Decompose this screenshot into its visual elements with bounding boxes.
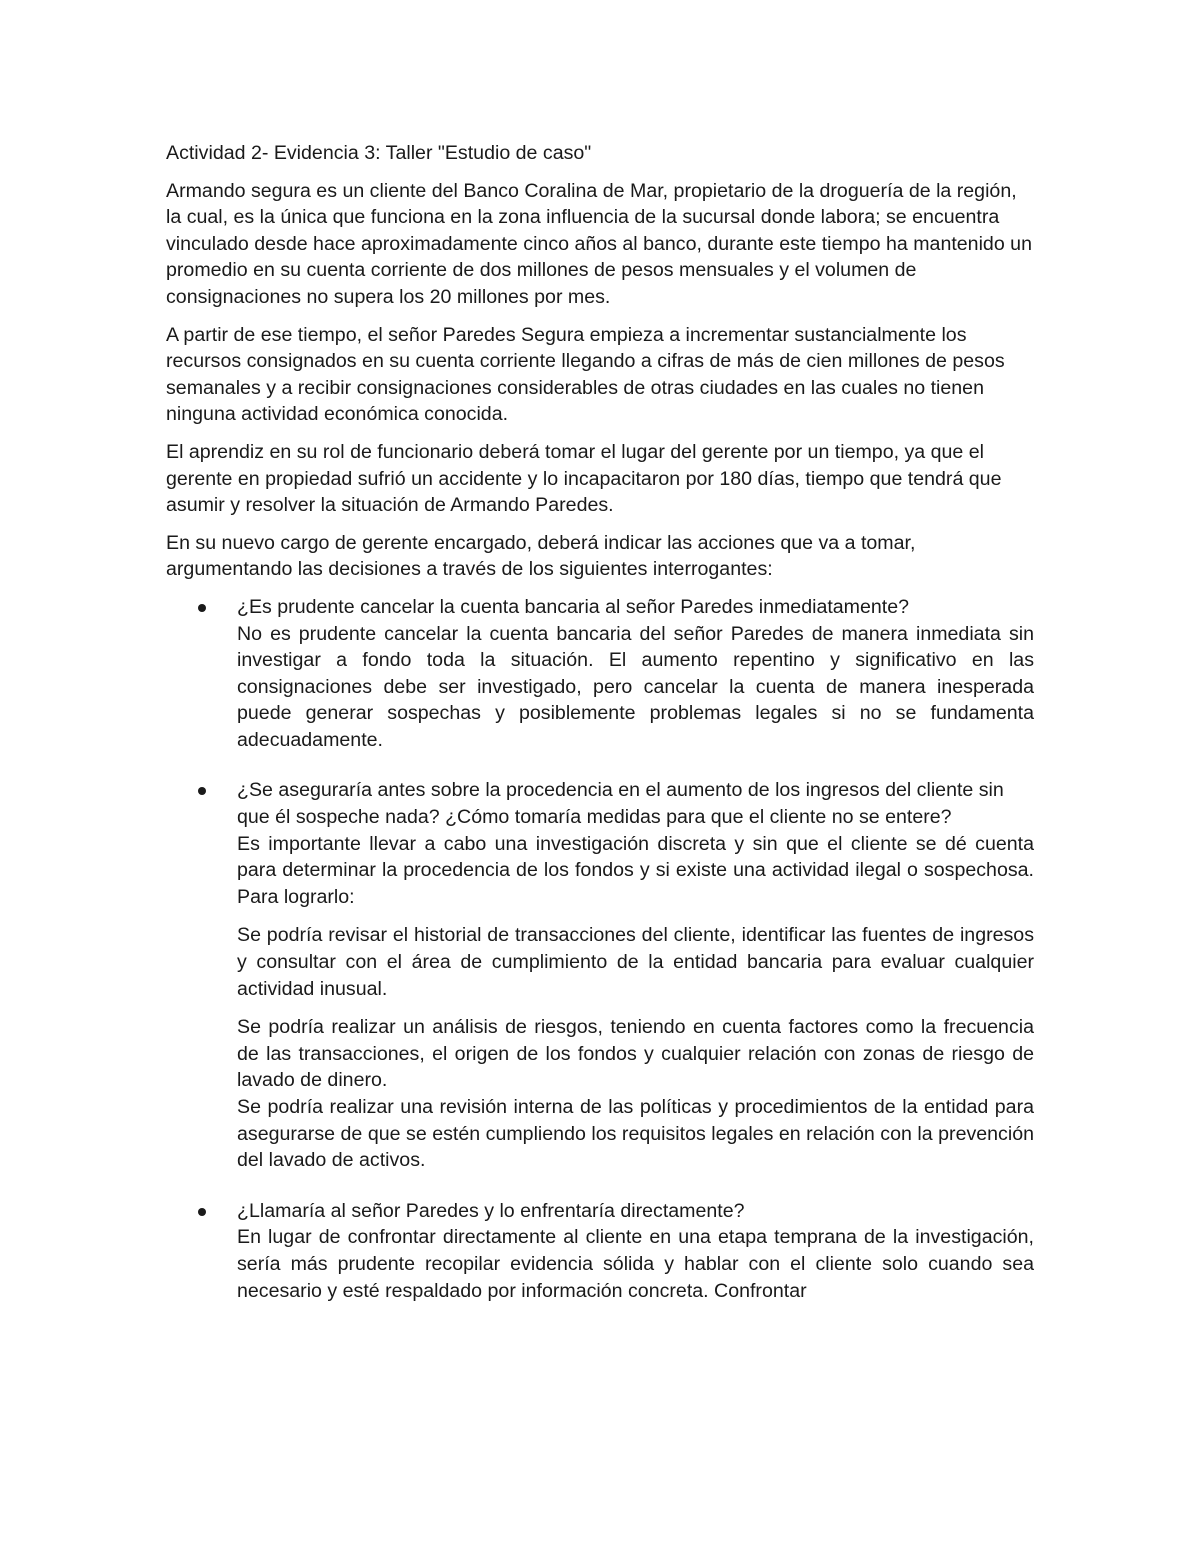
bullet-icon xyxy=(198,787,206,795)
bullet-icon xyxy=(198,1208,206,1216)
paragraph-intro: Armando segura es un cliente del Banco Coralina de Mar, propietario de la droguería de la región, la cual, es la única que funciona en la zona influencia de la sucursal donde labora; se encuentra vinculado desde hace aproximadamente cinco años al banco, durante este tiempo ha mantenido un promedio en su cuenta corriente de dos millones de pesos mensuales y el volumen de consignaciones no supera los 20 millones por mes. xyxy=(166,179,1032,308)
paragraph-increase: A partir de ese tiempo, el señor Paredes Segura empieza a incrementar sustancialmente los recursos consignados en su cuenta corriente llegando a cifras de más de cien millones de pesos semanales y a recibir consignaciones considerables de otras ciudades en las cuales no tienen ninguna actividad económica conocida. xyxy=(166,323,1005,426)
answer-point: Se podría realizar una revisión interna de las políticas y procedimientos de la entidad para asegurarse de que se estén cumpliendo los requisitos legales en relación con la prevención del lavado de activos. xyxy=(237,1096,1034,1172)
document-body xyxy=(166,140,1034,1304)
document-title: Actividad 2- Evidencia 3: Taller "Estudio de caso" xyxy=(166,142,592,164)
answer-text: No es prudente cancelar la cuenta bancaria del señor Paredes de manera inmediata sin investigar a fondo toda la situación. El aumento repentino y significativo en las consignaciones debe ser investigado, pero cancelar la cuenta de manera inesperada puede generar sospechas y posiblemente problemas legales si no se fundamenta adecuadamente. xyxy=(237,622,1034,751)
answer-text: En lugar de confrontar directamente al cliente en una etapa temprana de la investigación, sería más prudente recopilar evidencia sólida y hablar con el cliente solo cuando sea necesario y esté respaldado por información concreta. Confrontar xyxy=(237,1226,1034,1302)
question-text: ¿Llamaría al señor Paredes y lo enfrentaría directamente? xyxy=(237,1199,745,1222)
question-text: ¿Se aseguraría antes sobre la procedencia en el aumento de los ingresos del cliente sin que él sospeche nada? ¿Cómo tomaría medidas para que el cliente no se entere? xyxy=(237,779,1004,829)
answer-point: Se podría revisar el historial de transacciones del cliente, identificar las fuentes de ingresos y consultar con el área de cumplimiento de la entidad bancaria para evaluar cualquier actividad inusual. xyxy=(237,924,1034,1000)
paragraph-role: El aprendiz en su rol de funcionario deberá tomar el lugar del gerente por un tiempo, ya que el gerente en propiedad sufrió un accidente y lo incapacitaron por 180 días, tiempo que tendrá que asumir y resolver la situación de Armando Paredes. xyxy=(166,440,1002,517)
paragraph-task: En su nuevo cargo de gerente encargado, deberá indicar las acciones que va a tomar, argumentando las decisiones a través de los siguientes interrogantes: xyxy=(166,531,916,581)
answer-text: Es importante llevar a cabo una investigación discreta y sin que el cliente se dé cuenta para determinar la procedencia de los fondos y si existe una actividad ilegal o sospechosa. Para lograrlo: xyxy=(237,832,1034,908)
question-text: ¿Es prudente cancelar la cuenta bancaria al señor Paredes inmediatamente? xyxy=(237,595,910,618)
answer-point: Se podría realizar un análisis de riesgos, teniendo en cuenta factores como la frecuencia de las transacciones, el origen de los fondos y cualquier relación con zonas de riesgo de lavado de dinero. xyxy=(237,1016,1034,1092)
question-item xyxy=(166,594,1034,754)
question-list xyxy=(166,594,1034,1304)
question-item xyxy=(166,777,1034,1173)
bullet-icon xyxy=(198,604,206,612)
question-item xyxy=(166,1198,1034,1304)
